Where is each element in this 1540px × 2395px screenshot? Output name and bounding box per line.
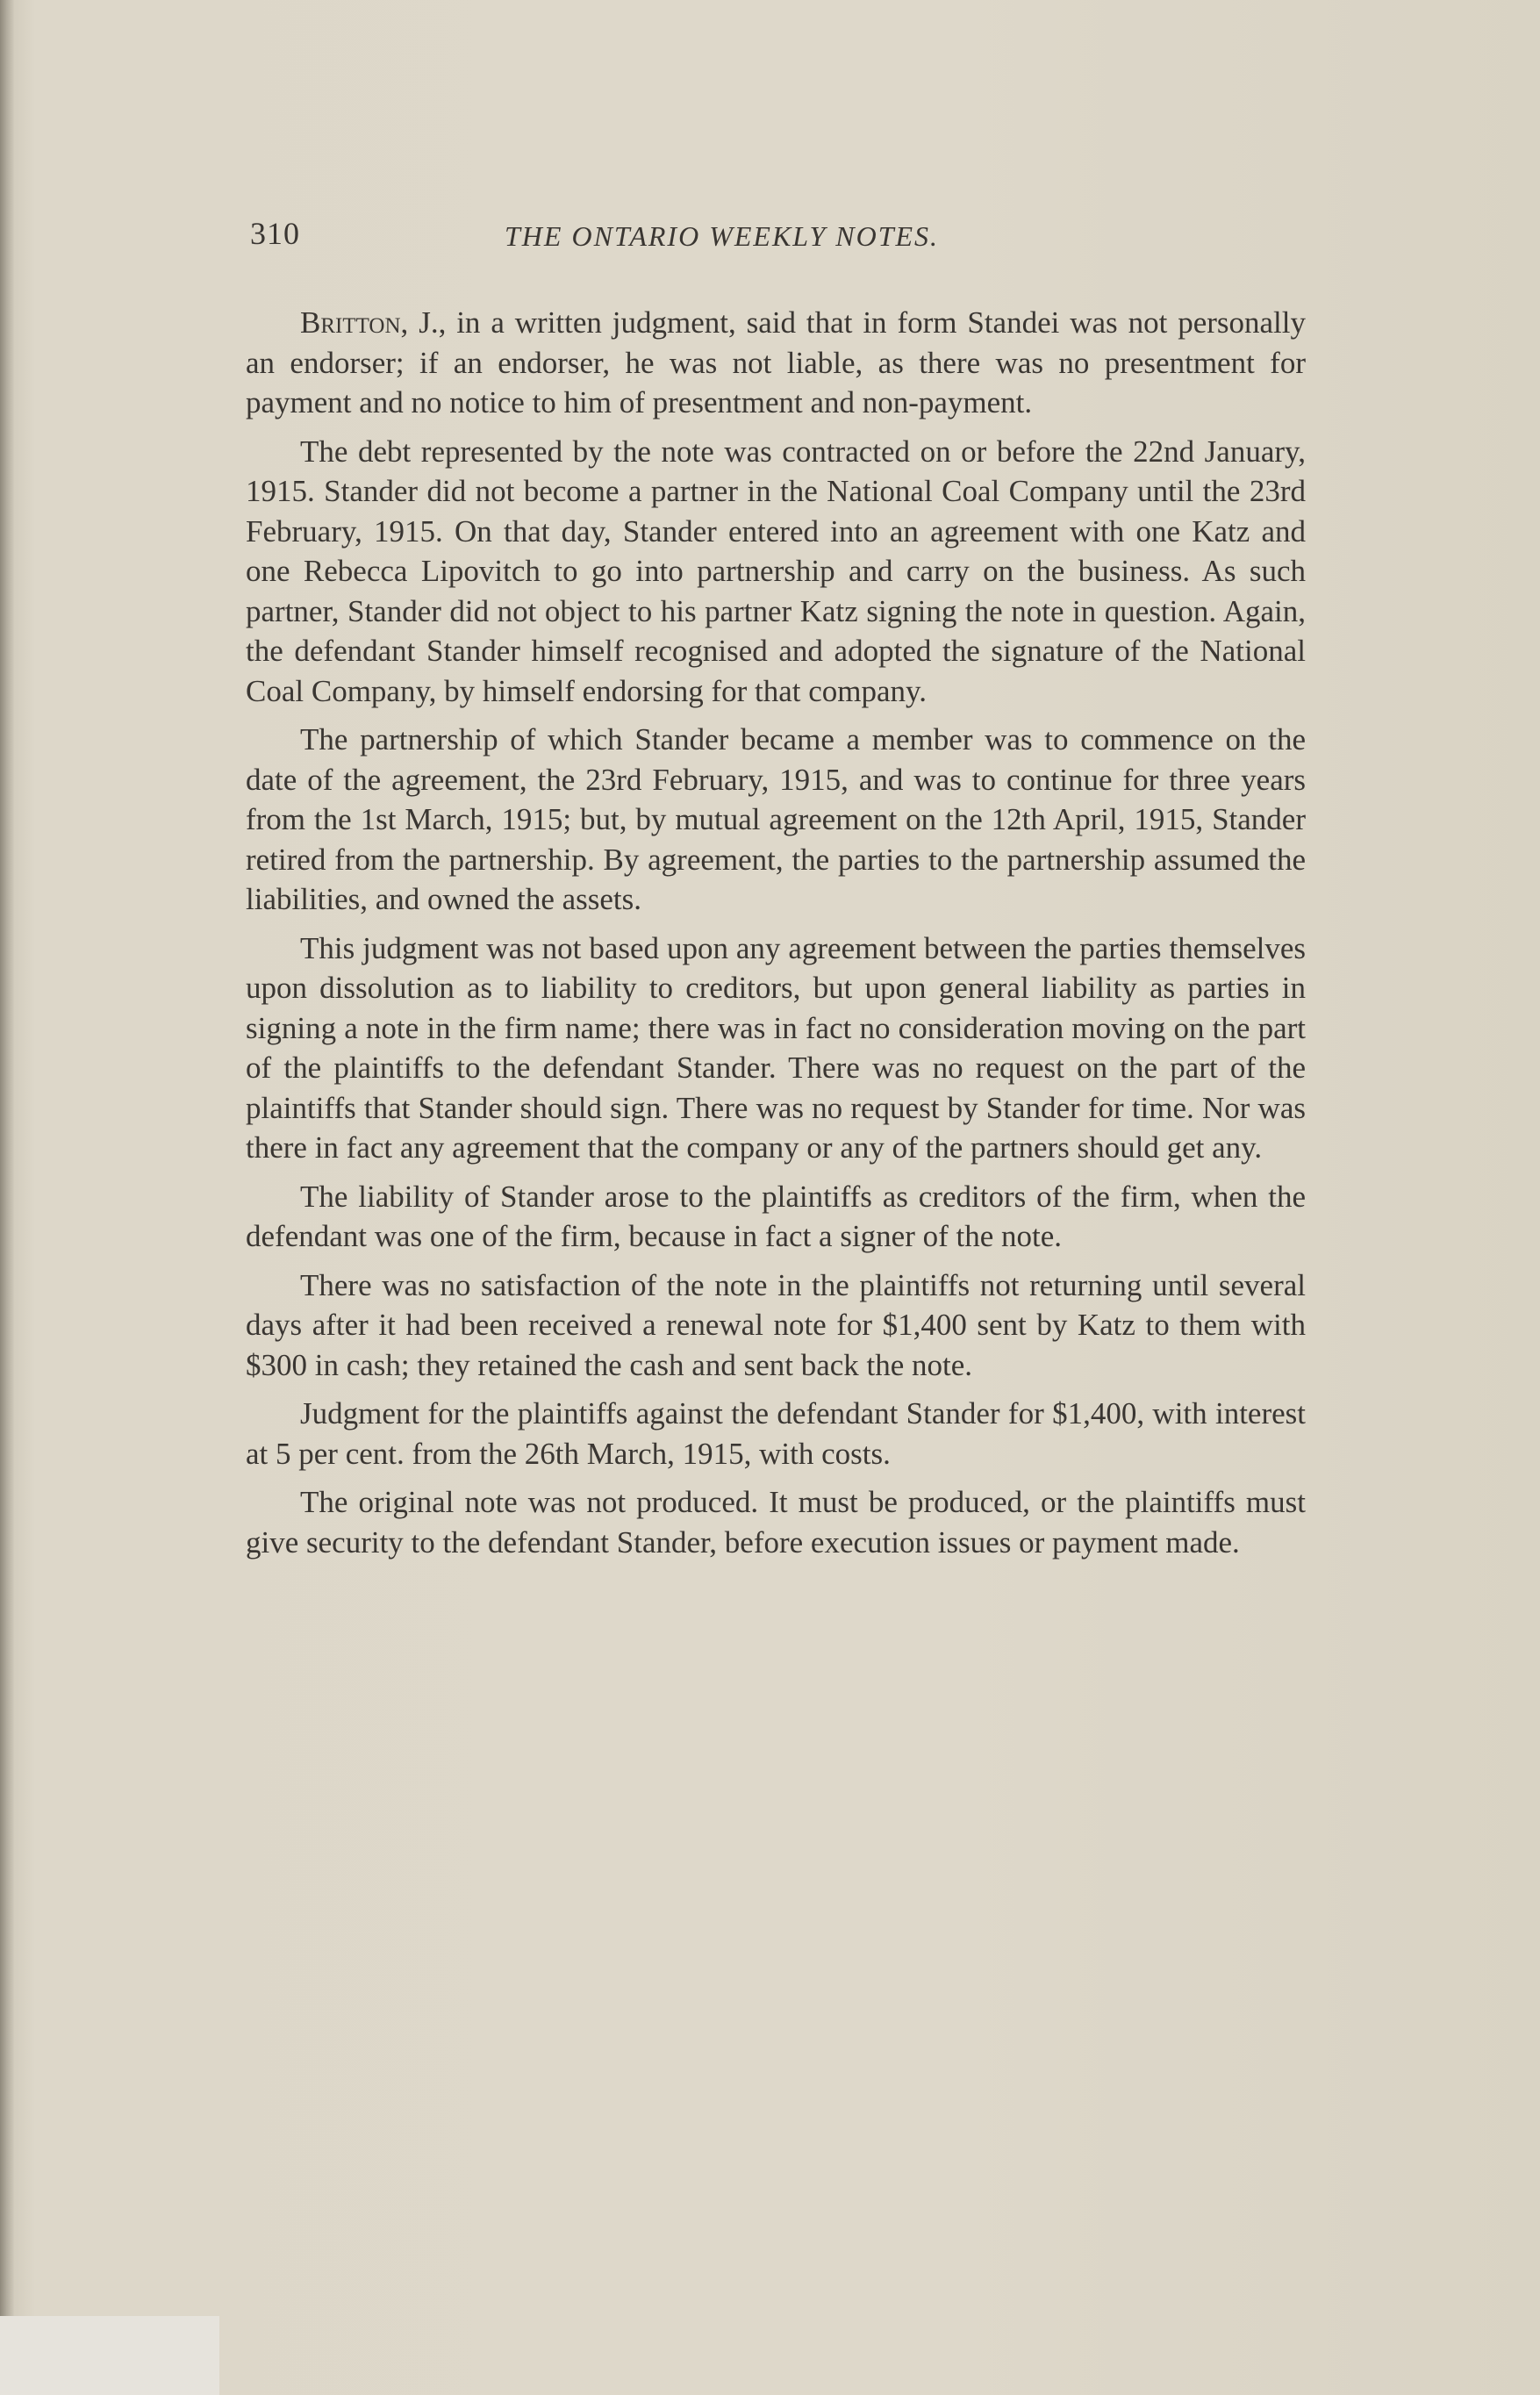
paragraph-5: The liability of Stander arose to the plaintiffs as creditors of the firm, when the defendant was one of the firm, because in fact a signer of the note. <box>246 1179 1306 1253</box>
paragraph-8: The original note was not produced. It must be produced, or the plaintiffs must give security to the defendant Stander, before execution issues or payment made. <box>246 1485 1306 1560</box>
paragraph-3: The partnership of which Stander became a member was to commence on the date of the agreement, the 23rd February, 1915, and was to continue for three years from the 1st March, 1915; but, by mutual agreement on the 12th April, 1915, Stander retired from the partnership. By agreement, the parties to the partnership assumed the liabilities, and owned the assets. <box>246 722 1306 916</box>
judge-name: Britton <box>300 305 401 340</box>
running-head <box>250 215 1312 259</box>
journal-title: THE ONTARIO WEEKLY NOTES. <box>505 220 940 252</box>
page-number: 310 <box>250 216 300 251</box>
scan-corner-patch <box>0 2316 219 2395</box>
paragraph-6: There was no satisfaction of the note in the plaintiffs not returning until several days after it had been received a renewal note for $1,400 sent by Katz to them with $300 in cash; they retained the cash and sent back the note. <box>246 1267 1306 1382</box>
paragraph-4: This judgment was not based upon any agreement between the parties themselves upon dissolution as to liability to creditors, but upon general liability as parties in signing a note in the firm name; there was in fact no consideration moving on the part of the plaintiffs to the defendant Stander. There was no request on the part of the plaintiffs that Stander should sign. There was no request by Stander for time. Nor was there in fact any agreement that the company or any of the partners should get any. <box>246 930 1306 1165</box>
paragraph-1 <box>246 303 1306 423</box>
binding-edge <box>0 0 14 2395</box>
paragraph-7: Judgment for the plaintiffs against the defendant Stander for $1,400, with interest at 5 per cent. from the 26th March, 1915, with costs. <box>246 1396 1306 1471</box>
paragraph-2: The debt represented by the note was contracted on or before the 22nd January, 1915. Stander did not become a partner in the National Coal Company until the 23rd February, 1915. On that day, Stander entered into an agreement with one Katz and one Rebecca Lipovitch to go into partnership and carry on the business. As such partner, Stander did not object to his partner Katz signing the note in question. Again, the defendant Stander himself recognised and adopted the signature of the National Coal Company, by himself endorsing for that company. <box>246 434 1306 708</box>
judgment-text <box>246 303 1306 1571</box>
paragraph-1-text: , J., in a written judgment, said that in form Standei was not personally an endorser; if an endorser, he was not liable, as there was no presentment for payment and no notice to him of presentment and non-payment. <box>246 305 1306 419</box>
